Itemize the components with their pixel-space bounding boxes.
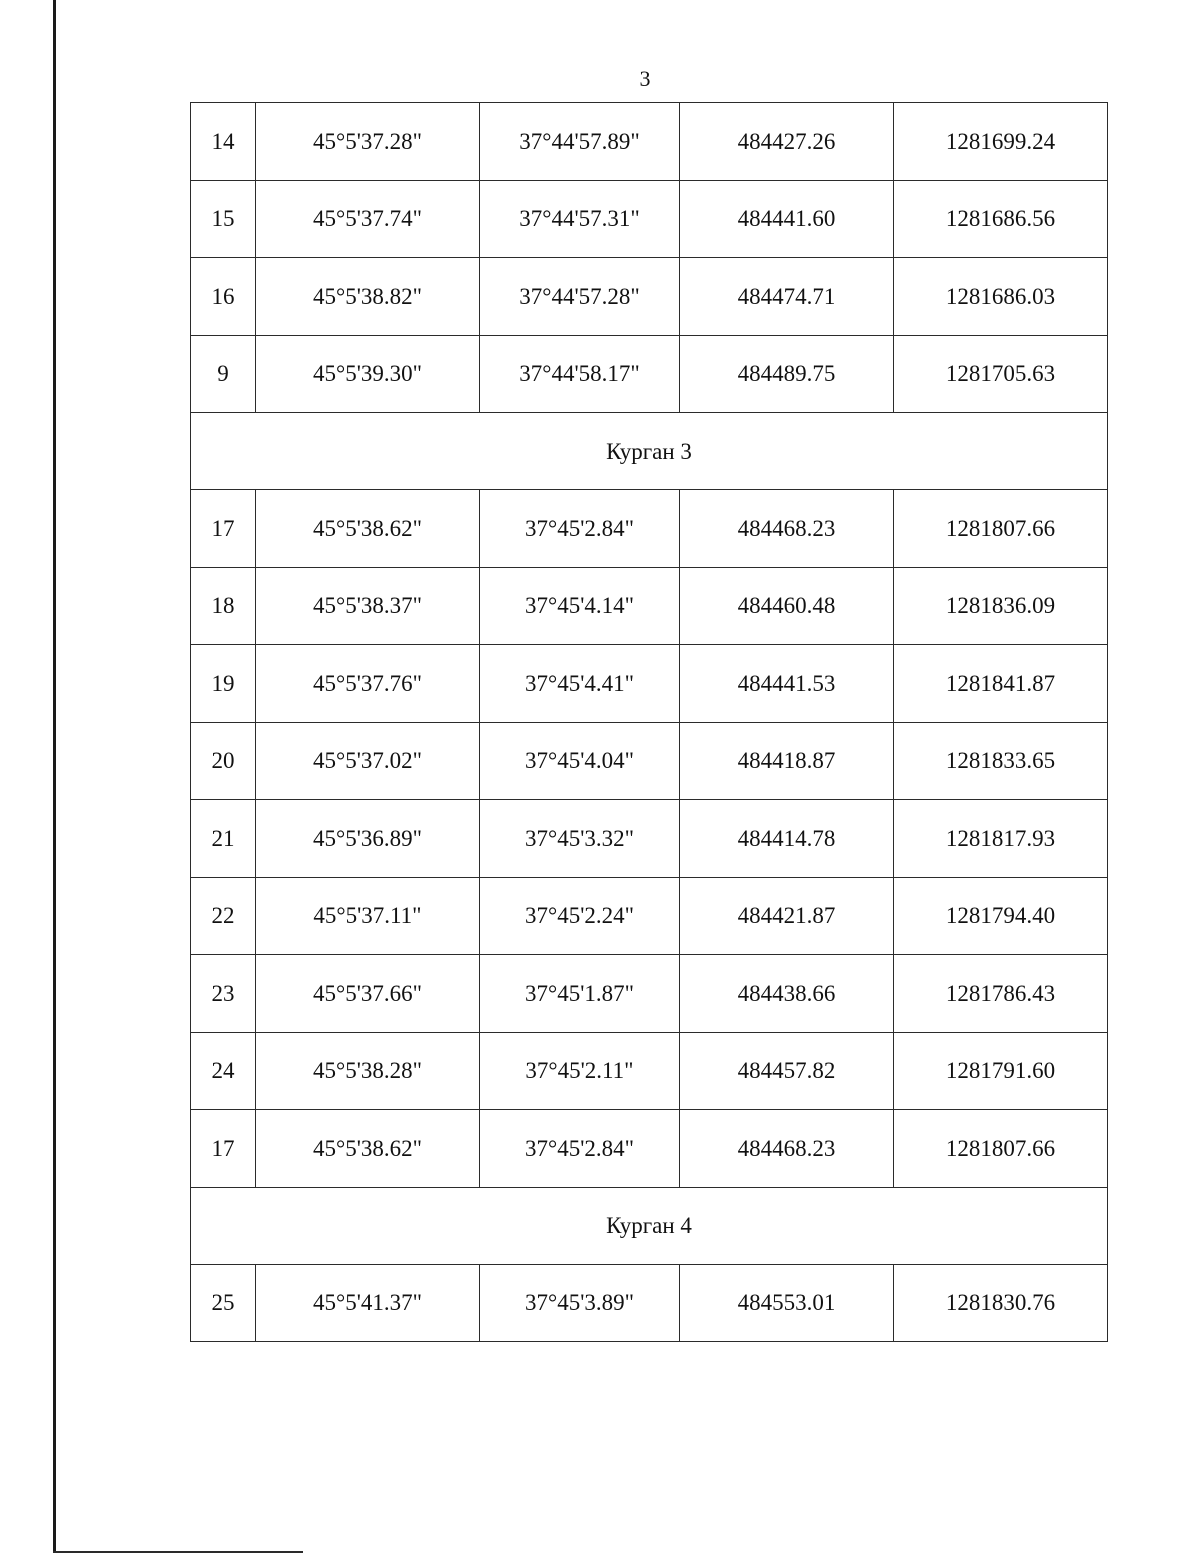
latitude-cell: 45°5'38.82" [256, 258, 480, 336]
latitude-cell: 45°5'36.89" [256, 800, 480, 878]
coordinates-table [190, 102, 1108, 1342]
latitude-cell: 45°5'37.02" [256, 722, 480, 800]
section-header-row [191, 413, 1108, 490]
point-number: 15 [191, 180, 256, 258]
y-coordinate-cell: 1281833.65 [894, 722, 1108, 800]
latitude-cell: 45°5'38.37" [256, 567, 480, 645]
table-row [191, 955, 1108, 1033]
point-number: 21 [191, 800, 256, 878]
point-number: 23 [191, 955, 256, 1033]
section-heading-kurgan-3: Курган 3 [191, 413, 1108, 490]
longitude-cell: 37°45'4.14" [480, 567, 680, 645]
longitude-cell: 37°44'57.31" [480, 180, 680, 258]
y-coordinate-cell: 1281786.43 [894, 955, 1108, 1033]
page-number: 3 [639, 66, 651, 91]
longitude-cell: 37°45'2.24" [480, 877, 680, 955]
point-number: 18 [191, 567, 256, 645]
table-row [191, 180, 1108, 258]
longitude-cell: 37°45'4.41" [480, 645, 680, 723]
scan-edge-left [53, 0, 56, 1553]
y-coordinate-cell: 1281817.93 [894, 800, 1108, 878]
longitude-cell: 37°45'2.84" [480, 1110, 680, 1188]
y-coordinate-cell: 1281794.40 [894, 877, 1108, 955]
point-number: 20 [191, 722, 256, 800]
longitude-cell: 37°45'3.89" [480, 1264, 680, 1342]
latitude-cell: 45°5'38.28" [256, 1032, 480, 1110]
table-row [191, 877, 1108, 955]
longitude-cell: 37°45'3.32" [480, 800, 680, 878]
point-number: 17 [191, 1110, 256, 1188]
x-coordinate-cell: 484414.78 [680, 800, 894, 878]
x-coordinate-cell: 484441.53 [680, 645, 894, 723]
table-row [191, 1110, 1108, 1188]
y-coordinate-cell: 1281807.66 [894, 1110, 1108, 1188]
x-coordinate-cell: 484427.26 [680, 103, 894, 181]
point-number: 22 [191, 877, 256, 955]
y-coordinate-cell: 1281841.87 [894, 645, 1108, 723]
x-coordinate-cell: 484457.82 [680, 1032, 894, 1110]
table-row [191, 103, 1108, 181]
longitude-cell: 37°44'58.17" [480, 335, 680, 413]
x-coordinate-cell: 484553.01 [680, 1264, 894, 1342]
x-coordinate-cell: 484460.48 [680, 567, 894, 645]
longitude-cell: 37°45'2.84" [480, 490, 680, 568]
point-number: 14 [191, 103, 256, 181]
latitude-cell: 45°5'41.37" [256, 1264, 480, 1342]
x-coordinate-cell: 484474.71 [680, 258, 894, 336]
y-coordinate-cell: 1281699.24 [894, 103, 1108, 181]
x-coordinate-cell: 484441.60 [680, 180, 894, 258]
y-coordinate-cell: 1281686.56 [894, 180, 1108, 258]
latitude-cell: 45°5'37.74" [256, 180, 480, 258]
y-coordinate-cell: 1281686.03 [894, 258, 1108, 336]
x-coordinate-cell: 484468.23 [680, 1110, 894, 1188]
y-coordinate-cell: 1281836.09 [894, 567, 1108, 645]
table-row [191, 258, 1108, 336]
x-coordinate-cell: 484489.75 [680, 335, 894, 413]
table-row [191, 567, 1108, 645]
longitude-cell: 37°45'2.11" [480, 1032, 680, 1110]
longitude-cell: 37°45'4.04" [480, 722, 680, 800]
section-header-row [191, 1187, 1108, 1264]
y-coordinate-cell: 1281830.76 [894, 1264, 1108, 1342]
latitude-cell: 45°5'37.11" [256, 877, 480, 955]
point-number: 24 [191, 1032, 256, 1110]
table-row [191, 722, 1108, 800]
table-row [191, 800, 1108, 878]
latitude-cell: 45°5'39.30" [256, 335, 480, 413]
x-coordinate-cell: 484421.87 [680, 877, 894, 955]
y-coordinate-cell: 1281791.60 [894, 1032, 1108, 1110]
table-row [191, 335, 1108, 413]
table-row [191, 1264, 1108, 1342]
table-row [191, 490, 1108, 568]
longitude-cell: 37°44'57.28" [480, 258, 680, 336]
latitude-cell: 45°5'38.62" [256, 490, 480, 568]
point-number: 17 [191, 490, 256, 568]
latitude-cell: 45°5'37.76" [256, 645, 480, 723]
point-number: 19 [191, 645, 256, 723]
point-number: 16 [191, 258, 256, 336]
x-coordinate-cell: 484438.66 [680, 955, 894, 1033]
y-coordinate-cell: 1281807.66 [894, 490, 1108, 568]
table-row [191, 1032, 1108, 1110]
x-coordinate-cell: 484468.23 [680, 490, 894, 568]
latitude-cell: 45°5'38.62" [256, 1110, 480, 1188]
section-heading-kurgan-4: Курган 4 [191, 1187, 1108, 1264]
point-number: 9 [191, 335, 256, 413]
table-row [191, 645, 1108, 723]
longitude-cell: 37°45'1.87" [480, 955, 680, 1033]
latitude-cell: 45°5'37.28" [256, 103, 480, 181]
latitude-cell: 45°5'37.66" [256, 955, 480, 1033]
x-coordinate-cell: 484418.87 [680, 722, 894, 800]
point-number: 25 [191, 1264, 256, 1342]
longitude-cell: 37°44'57.89" [480, 103, 680, 181]
y-coordinate-cell: 1281705.63 [894, 335, 1108, 413]
